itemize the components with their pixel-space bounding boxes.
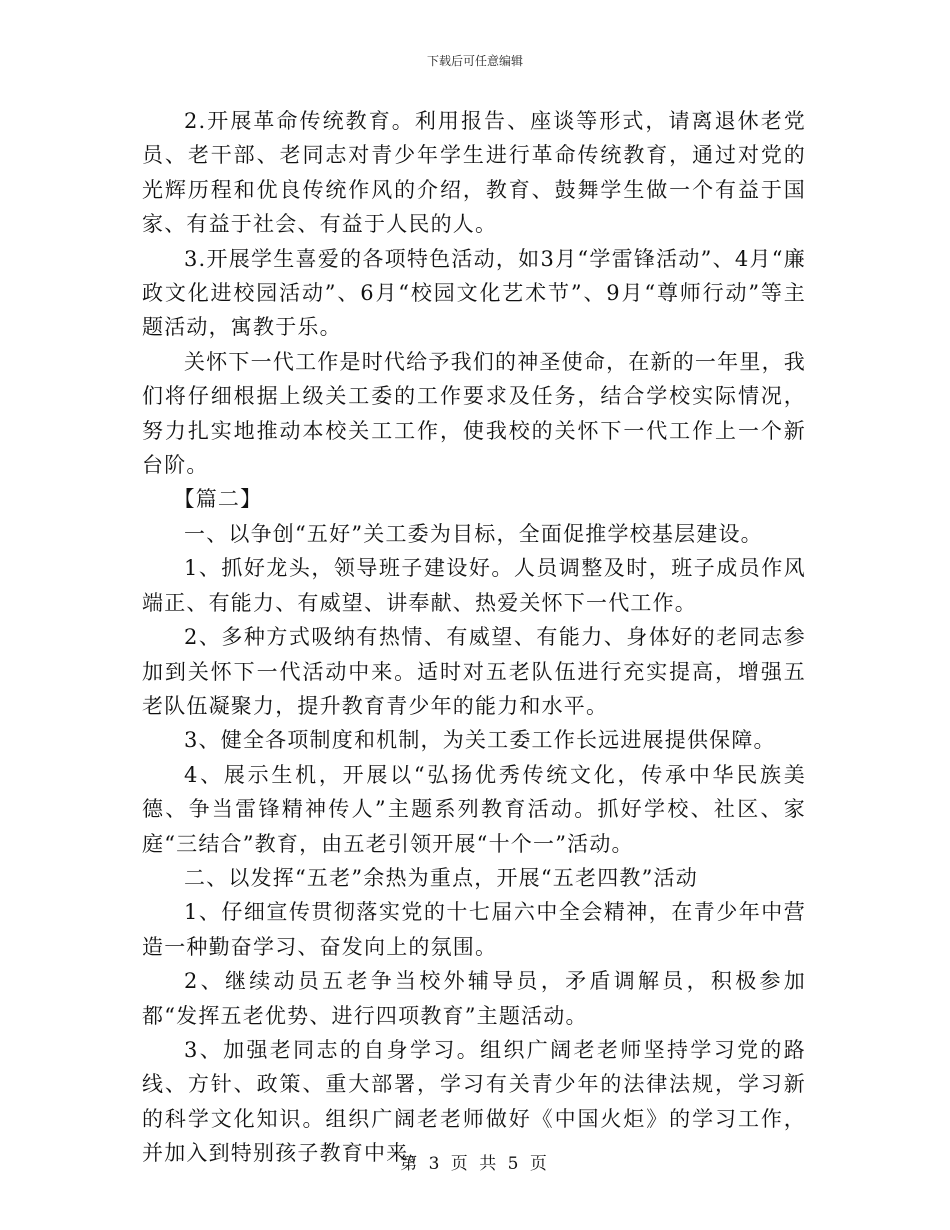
paragraph-systems: 3、健全各项制度和机制，为关工委工作长远进展提供保障。 xyxy=(184,728,776,753)
page-header: 下载后可任意编辑 xyxy=(426,54,523,68)
paragraph-counselors: 2、继续动员五老争当校外辅导员，矛盾调解员，积极参加都“发挥五老优势、进行四项教育”主题活动。 xyxy=(142,969,806,1028)
document-body xyxy=(142,104,806,1171)
paragraph-plenary-spirit: 1、仔细宣传贯彻落实党的十七届六中全会精神，在青少年中营造一种勤奋学习、奋发向上的氛围。 xyxy=(142,900,806,959)
paragraph-feature-activities: 3.开展学生喜爱的各项特色活动，如3月“学雷锋活动”、4月“廉政文化进校园活动”、6月“校园文化艺术节”、9月“尊师行动”等主题活动，寓教于乐。 xyxy=(142,246,806,340)
paragraph-mission-statement: 关怀下一代工作是时代给予我们的神圣使命，在新的一年里，我们将仔细根据上级关工委的工作要求及任务，结合学校实际情况，努力扎实地推动本校关工工作，使我校的关怀下一代工作上一个新台阶。 xyxy=(142,349,806,478)
paragraph-recruit-volunteers: 2、多种方式吸纳有热情、有威望、有能力、身体好的老同志参加到关怀下一代活动中来。适时对五老队伍进行充实提高，增强五老队伍凝聚力，提升教育青少年的能力和水平。 xyxy=(142,625,806,718)
paragraph-leadership: 1、抓好龙头，领导班子建设好。人员调整及时，班子成员作风端正、有能力、有威望、讲奉献、热爱关怀下一代工作。 xyxy=(142,556,806,615)
paragraph-section-one-title: 一、以争创“五好”关工委为目标，全面促推学校基层建设。 xyxy=(184,521,763,546)
section-heading-part-two: 【篇二】 xyxy=(173,487,263,512)
paragraph-section-two-title: 二、以发挥“五老”余热为重点，开展“五老四教”活动 xyxy=(184,865,698,890)
page-number-footer: 第 3 页 共 5 页 xyxy=(400,1154,550,1174)
paragraph-revolutionary-education: 2.开展革命传统教育。利用报告、座谈等形式，请离退休老党员、老干部、老同志对青少年学生进行革命传统教育，通过对党的光辉历程和优良传统作风的介绍，教育、鼓舞学生做一个有益于国家、有益于社会、有益于人民的人。 xyxy=(142,109,806,237)
paragraph-self-study: 3、加强老同志的自身学习。组织广阔老老师坚持学习党的路线、方针、政策、重大部署，学习有关青少年的法律法规，学习新的科学文化知识。组织广阔老老师做好《中国火炬》的学习工作，并加入到特别孩子教育中来。 xyxy=(142,1037,806,1166)
paragraph-theme-activities: 4、展示生机，开展以“弘扬优秀传统文化，传承中华民族美德、争当雷锋精神传人”主题系列教育活动。抓好学校、社区、家庭“三结合”教育，由五老引领开展“十个一”活动。 xyxy=(142,762,806,856)
